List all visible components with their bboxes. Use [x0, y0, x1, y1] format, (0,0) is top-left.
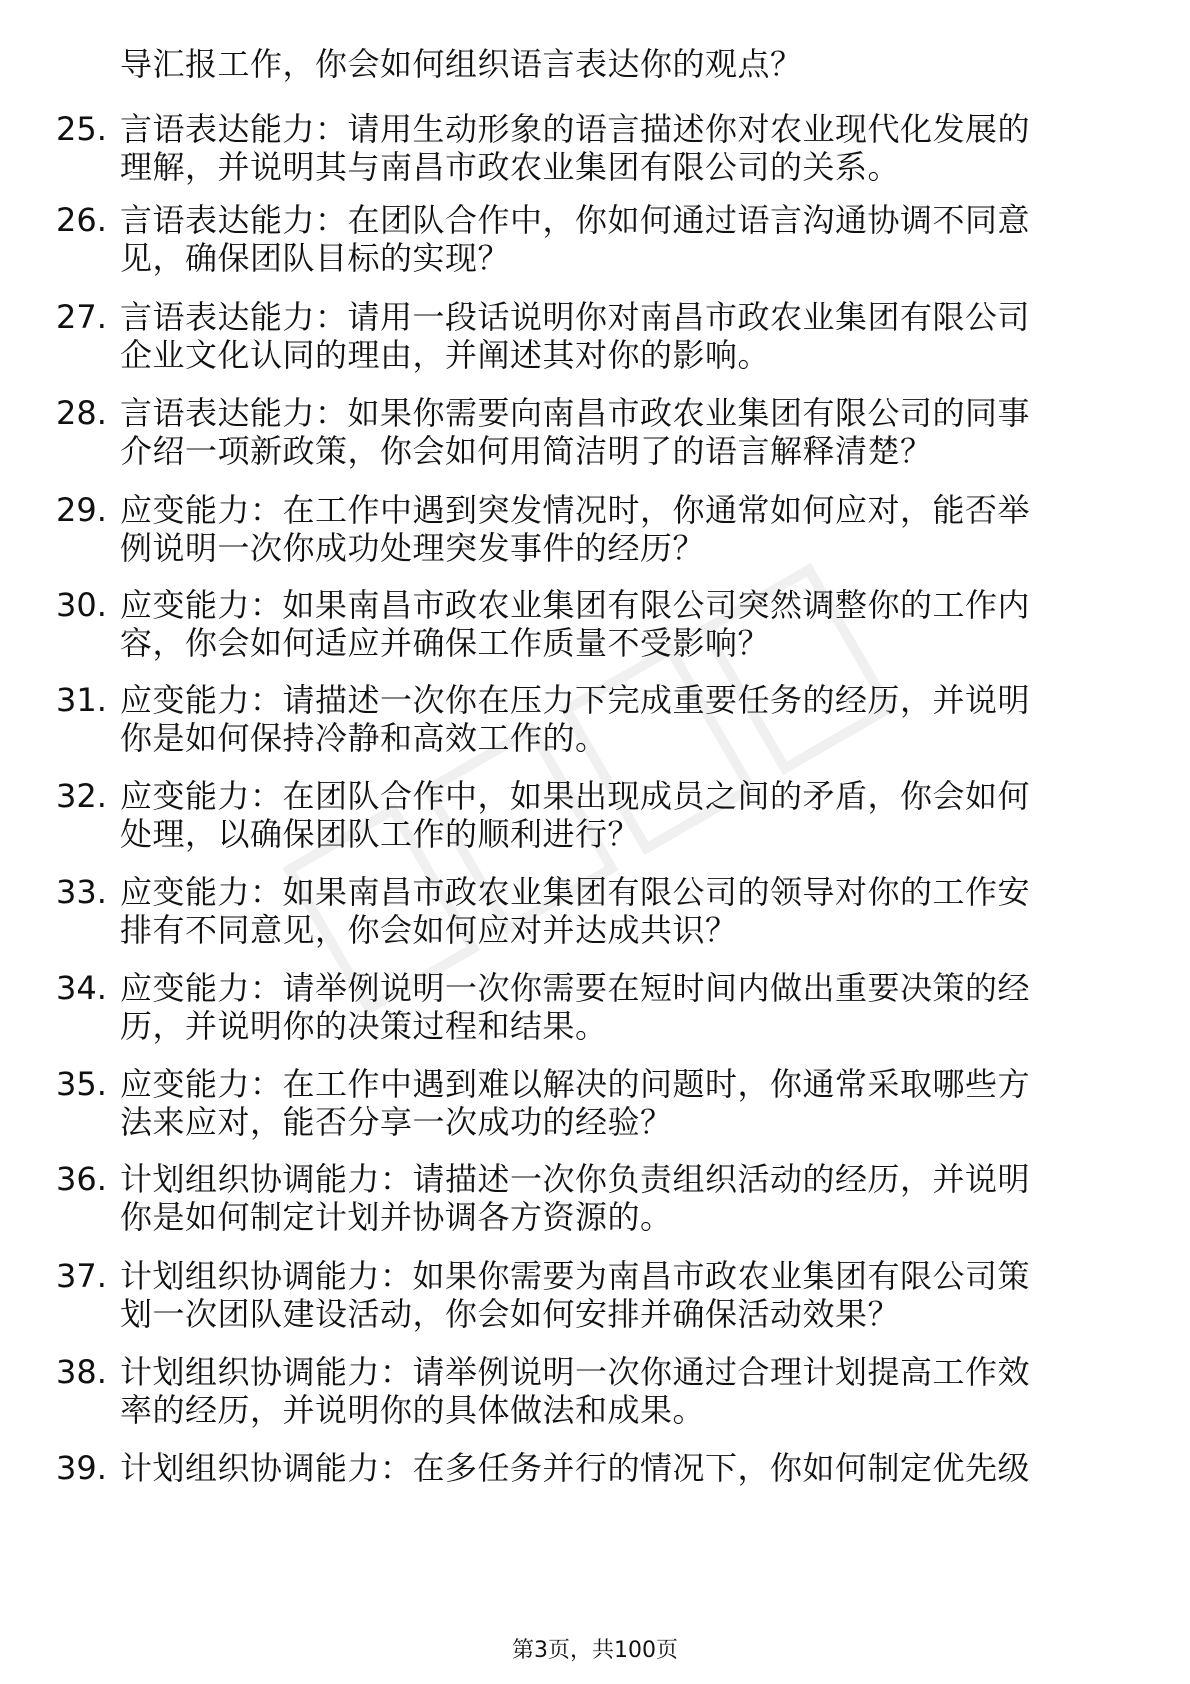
question-number: 29.: [56, 491, 107, 529]
question-line: 法来应对，能否分享一次成功的经验？: [120, 1103, 673, 1141]
question-line: 容，你会如何适应并确保工作质量不受影响？: [120, 624, 771, 662]
question-number: 33.: [56, 873, 107, 911]
question-line: 计划组织协调能力：在多任务并行的情况下，你如何制定优先级: [120, 1449, 1031, 1487]
question-number: 27.: [56, 298, 107, 336]
question-line: 介绍一项新政策，你会如何用简洁明了的语言解释清楚？: [120, 432, 933, 470]
question-line: 计划组织协调能力：请举例说明一次你通过合理计划提高工作效: [120, 1353, 1031, 1391]
question-line: 应变能力：在工作中遇到难以解决的问题时，你通常采取哪些方: [120, 1065, 1031, 1103]
page-footer: 第3页，共100页: [512, 1638, 678, 1663]
question-line: 应变能力：请描述一次你在压力下完成重要任务的经历，并说明: [120, 681, 1031, 719]
question-line: 应变能力：如果南昌市政农业集团有限公司的领导对你的工作安: [120, 873, 1031, 911]
question-line: 率的经历，并说明你的具体做法和成果。: [120, 1391, 706, 1429]
question-number: 32.: [56, 777, 107, 815]
question-number: 38.: [56, 1353, 107, 1391]
question-line: 划一次团队建设活动，你会如何安排并确保活动效果？: [120, 1295, 901, 1333]
question-line: 计划组织协调能力：请描述一次你负责组织活动的经历，并说明: [120, 1160, 1031, 1198]
question-number: 35.: [56, 1065, 107, 1103]
continuation-text: 导汇报工作，你会如何组织语言表达你的观点？: [120, 45, 803, 83]
question-line: 应变能力：请举例说明一次你需要在短时间内做出重要决策的经: [120, 969, 1031, 1007]
question-number: 28.: [56, 394, 107, 432]
question-line: 你是如何制定计划并协调各方资源的。: [120, 1198, 673, 1236]
question-number: 25.: [56, 110, 107, 148]
question-line: 应变能力：如果南昌市政农业集团有限公司突然调整你的工作内: [120, 586, 1031, 624]
question-line: 企业文化认同的理由，并阐述其对你的影响。: [120, 336, 771, 374]
question-number: 36.: [56, 1160, 107, 1198]
question-line: 你是如何保持冷静和高效工作的。: [120, 719, 608, 757]
question-line: 言语表达能力：请用生动形象的语言描述你对农业现代化发展的: [120, 110, 1031, 148]
question-line: 应变能力：在团队合作中，如果出现成员之间的矛盾，你会如何: [120, 777, 1031, 815]
question-line: 理解，并说明其与南昌市政农业集团有限公司的关系。: [120, 148, 901, 186]
question-number: 37.: [56, 1257, 107, 1295]
question-number: 30.: [56, 586, 107, 624]
question-line: 应变能力：在工作中遇到突发情况时，你通常如何应对，能否举: [120, 491, 1031, 529]
question-number: 34.: [56, 969, 107, 1007]
question-line: 历，并说明你的决策过程和结果。: [120, 1007, 608, 1045]
question-line: 计划组织协调能力：如果你需要为南昌市政农业集团有限公司策: [120, 1257, 1031, 1295]
question-number: 31.: [56, 681, 107, 719]
question-line: 例说明一次你成功处理突发事件的经历？: [120, 529, 706, 567]
question-line: 排有不同意见，你会如何应对并达成共识？: [120, 911, 738, 949]
question-number: 26.: [56, 201, 107, 239]
question-line: 处理，以确保团队工作的顺利进行？: [120, 815, 641, 853]
question-line: 言语表达能力：在团队合作中，你如何通过语言沟通协调不同意: [120, 201, 1031, 239]
question-number: 39.: [56, 1449, 107, 1487]
question-line: 言语表达能力：请用一段话说明你对南昌市政农业集团有限公司: [120, 298, 1031, 336]
question-line: 见，确保团队目标的实现？: [120, 239, 511, 277]
question-line: 言语表达能力：如果你需要向南昌市政农业集团有限公司的同事: [120, 394, 1031, 432]
